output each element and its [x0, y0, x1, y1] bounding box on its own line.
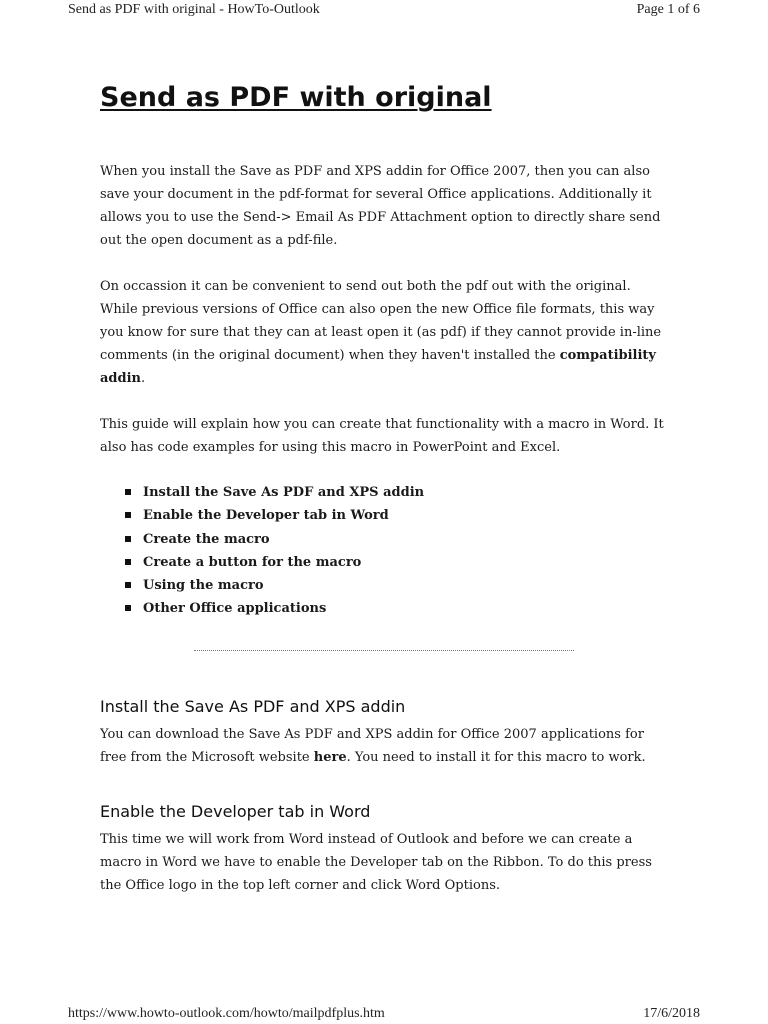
- table-of-contents: [100, 481, 670, 621]
- toc-link-other-office-apps[interactable]: Other Office applications: [125, 597, 670, 620]
- intro-paragraph-2-text: On occassion it can be convenient to send out both the pdf out with the original. While previous versions of Office can also open the new Office file formats, this way you know for sure that they can at least open it (as pdf) if they cannot provide in-line comments (in the original document) when they haven't installed the: [100, 279, 662, 363]
- article-content: [100, 78, 670, 897]
- print-header: [68, 2, 700, 20]
- intro-paragraph-2-end: .: [141, 371, 146, 386]
- toc-link-enable-developer-tab[interactable]: Enable the Developer tab in Word: [125, 504, 670, 527]
- page-title: Send as PDF with original: [100, 82, 492, 113]
- intro-paragraph-2: [100, 275, 670, 390]
- toc-link-using-macro[interactable]: Using the macro: [125, 574, 670, 597]
- intro-paragraph-3: This guide will explain how you can create that functionality with a macro in Word. It also has code examples for using this macro in PowerPoint and Excel.: [100, 417, 664, 455]
- page-number: Page 1 of 6: [636, 2, 700, 17]
- section-heading-install-addin: Install the Save As PDF and XPS addin: [100, 696, 406, 716]
- compatibility-addin-link[interactable]: compatibility addin: [100, 348, 656, 386]
- section-heading-enable-developer-tab: Enable the Developer tab in Word: [100, 801, 371, 821]
- section-install-addin-text: [100, 723, 670, 769]
- section-install-addin-text-after: . You need to install it for this macro to work.: [346, 749, 646, 765]
- print-footer: [68, 1006, 700, 1024]
- toc-link-create-macro[interactable]: Create the macro: [125, 528, 670, 551]
- print-date: 17/6/2018: [643, 1006, 700, 1021]
- page-url: https://www.howto-outlook.com/howto/mailpdfplus.htm: [68, 1006, 385, 1021]
- print-header-title: Send as PDF with original - HowTo-Outlook: [68, 2, 320, 17]
- section-enable-developer-tab-text: This time we will work from Word instead of Outlook and before we can create a macro in Word we have to enable the Developer tab on the Ribbon. To do this press the Office logo in the top left corner and click Word Options.: [100, 831, 652, 893]
- section-divider: [194, 650, 574, 651]
- toc-link-create-button[interactable]: Create a button for the macro: [125, 551, 670, 574]
- section-install-addin-text-before: You can download the Save As PDF and XPS addin for Office 2007 applications for free from the Microsoft website: [100, 726, 644, 765]
- toc-link-install-addin[interactable]: Install the Save As PDF and XPS addin: [125, 481, 670, 504]
- intro-paragraph-1: When you install the Save as PDF and XPS addin for Office 2007, then you can also save your document in the pdf-format for several Office applications. Additionally it allows you to use the Send-> Email As PDF Attachment option to directly share send out the open document as a pdf-file.: [100, 164, 661, 248]
- download-here-link[interactable]: here: [313, 749, 347, 765]
